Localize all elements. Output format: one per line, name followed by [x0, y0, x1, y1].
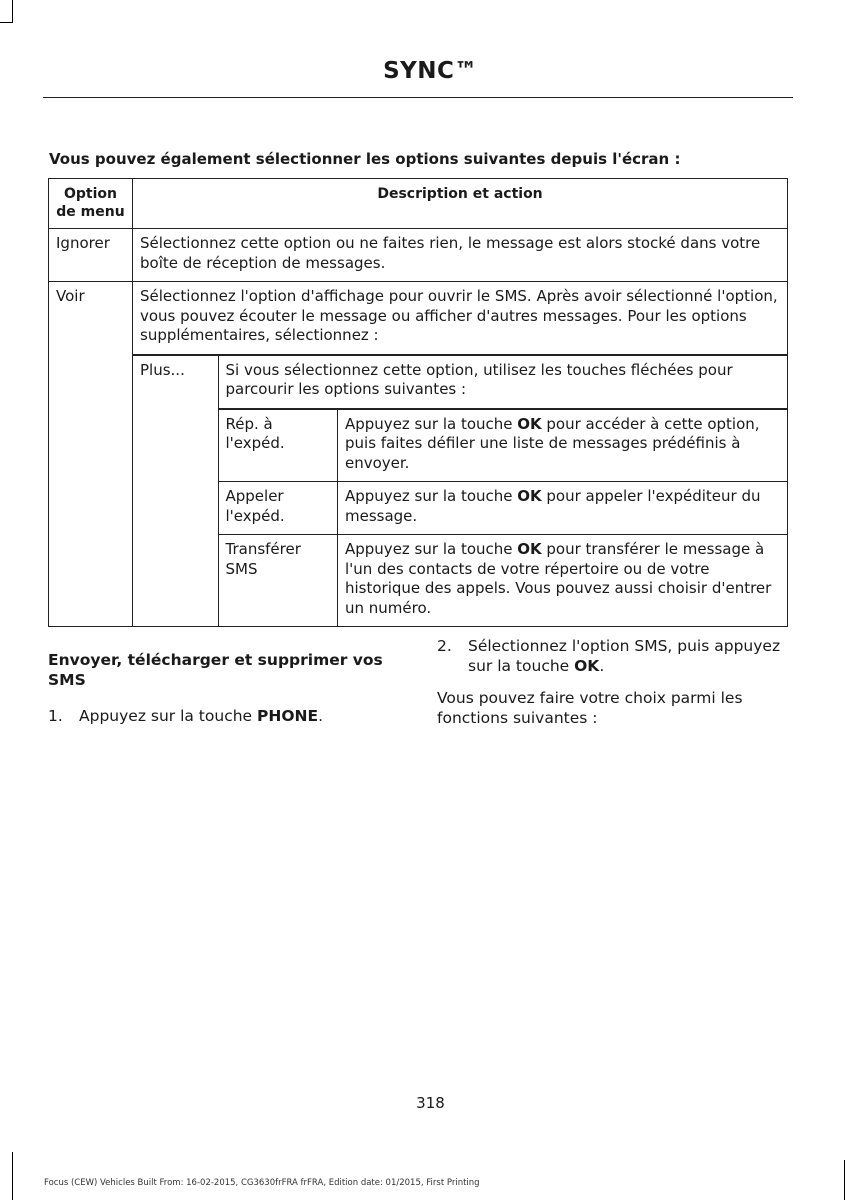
desc-post: pour transférer le message à l'un des contacts de votre répertoire ou de votre historique des appels. Vous pouvez aussi choisir d'entrer un numéro. — [345, 540, 772, 617]
left-column — [48, 636, 403, 726]
step-text-post: . — [318, 707, 324, 725]
table-row — [49, 282, 788, 355]
page-number: 318 — [416, 1094, 445, 1112]
footer-text: Focus (CEW) Vehicles Built From: 16-02-2015, CG3630frFRA frFRA, Edition date: 01/2015, First Printing — [44, 1178, 480, 1188]
section-heading: Envoyer, télécharger et supprimer vos SMS — [48, 651, 383, 689]
description-cell: Sélectionnez l'option d'affichage pour ouvrir le SMS. Après avoir sélectionné l'option, vous pouvez écouter le message ou afficher d'autres messages. Pour les options supplémentaires, sélectionnez : — [133, 282, 788, 355]
crop-mark — [12, 0, 13, 22]
key-label: OK — [574, 657, 600, 675]
description-cell: Si vous sélectionnez cette option, utilisez les touches fléchées pour parcourir les options suivantes : — [218, 355, 787, 408]
step-text-post: . — [599, 657, 605, 675]
step-number: 2. — [437, 637, 452, 655]
right-column — [437, 636, 792, 728]
option-cell: Voir — [49, 282, 133, 627]
key-label: PHONE — [257, 707, 319, 725]
page-title: SYNC™ — [383, 58, 478, 84]
desc-post: pour accéder à cette option, puis faites défiler une liste de messages prédéfinis à envoyer. — [345, 414, 760, 472]
table-row — [219, 482, 788, 535]
description-cell — [338, 482, 788, 535]
table-row — [133, 355, 787, 408]
description-cell: Sélectionnez cette option ou ne faites rien, le message est alors stocké dans votre boîte de réception de messages. — [133, 229, 788, 282]
column-header-option: Option de menu — [49, 179, 133, 229]
table-row — [219, 409, 788, 482]
body-paragraph: Vous pouvez faire votre choix parmi les fonctions suivantes : — [437, 689, 743, 727]
step-text-pre: Appuyez sur la touche — [79, 707, 258, 725]
option-cell: Appeler l'expéd. — [219, 482, 338, 535]
options-table — [48, 178, 788, 627]
table-row — [49, 229, 788, 282]
nested-options-cell — [133, 354, 788, 627]
nested-options-cell — [218, 408, 787, 626]
desc-pre: Appuyez sur la touche — [345, 414, 518, 433]
crop-mark — [12, 1152, 13, 1200]
option-cell: Plus... — [133, 355, 218, 626]
key-label: OK — [517, 487, 542, 505]
desc-pre: Appuyez sur la touche — [345, 540, 518, 558]
step-number: 1. — [48, 707, 63, 725]
table-row — [219, 535, 788, 627]
step-2 — [437, 636, 792, 676]
crop-mark — [844, 1160, 845, 1200]
desc-pre: Appuyez sur la touche — [345, 487, 518, 505]
option-cell: Rép. à l'expéd. — [219, 409, 338, 482]
table-row — [49, 354, 788, 627]
header-divider — [43, 97, 793, 98]
description-cell — [338, 409, 788, 482]
nested-table-plus — [133, 355, 787, 627]
key-label: OK — [517, 540, 542, 558]
step-1 — [48, 706, 403, 726]
step-text-pre: Sélectionnez l'option SMS, puis appuyez sur la touche — [468, 637, 781, 675]
nested-table-sub — [219, 409, 788, 627]
desc-post: pour appeler l'expéditeur du message. — [345, 487, 761, 525]
option-cell: Ignorer — [49, 229, 133, 282]
table-header-row — [49, 179, 788, 229]
description-cell — [338, 535, 788, 627]
key-label: OK — [517, 414, 542, 433]
crop-mark — [0, 22, 13, 23]
intro-text: Vous pouvez également sélectionner les options suivantes depuis l'écran : — [49, 150, 681, 168]
option-cell: Transférer SMS — [219, 535, 338, 627]
column-header-description: Description et action — [133, 179, 788, 229]
